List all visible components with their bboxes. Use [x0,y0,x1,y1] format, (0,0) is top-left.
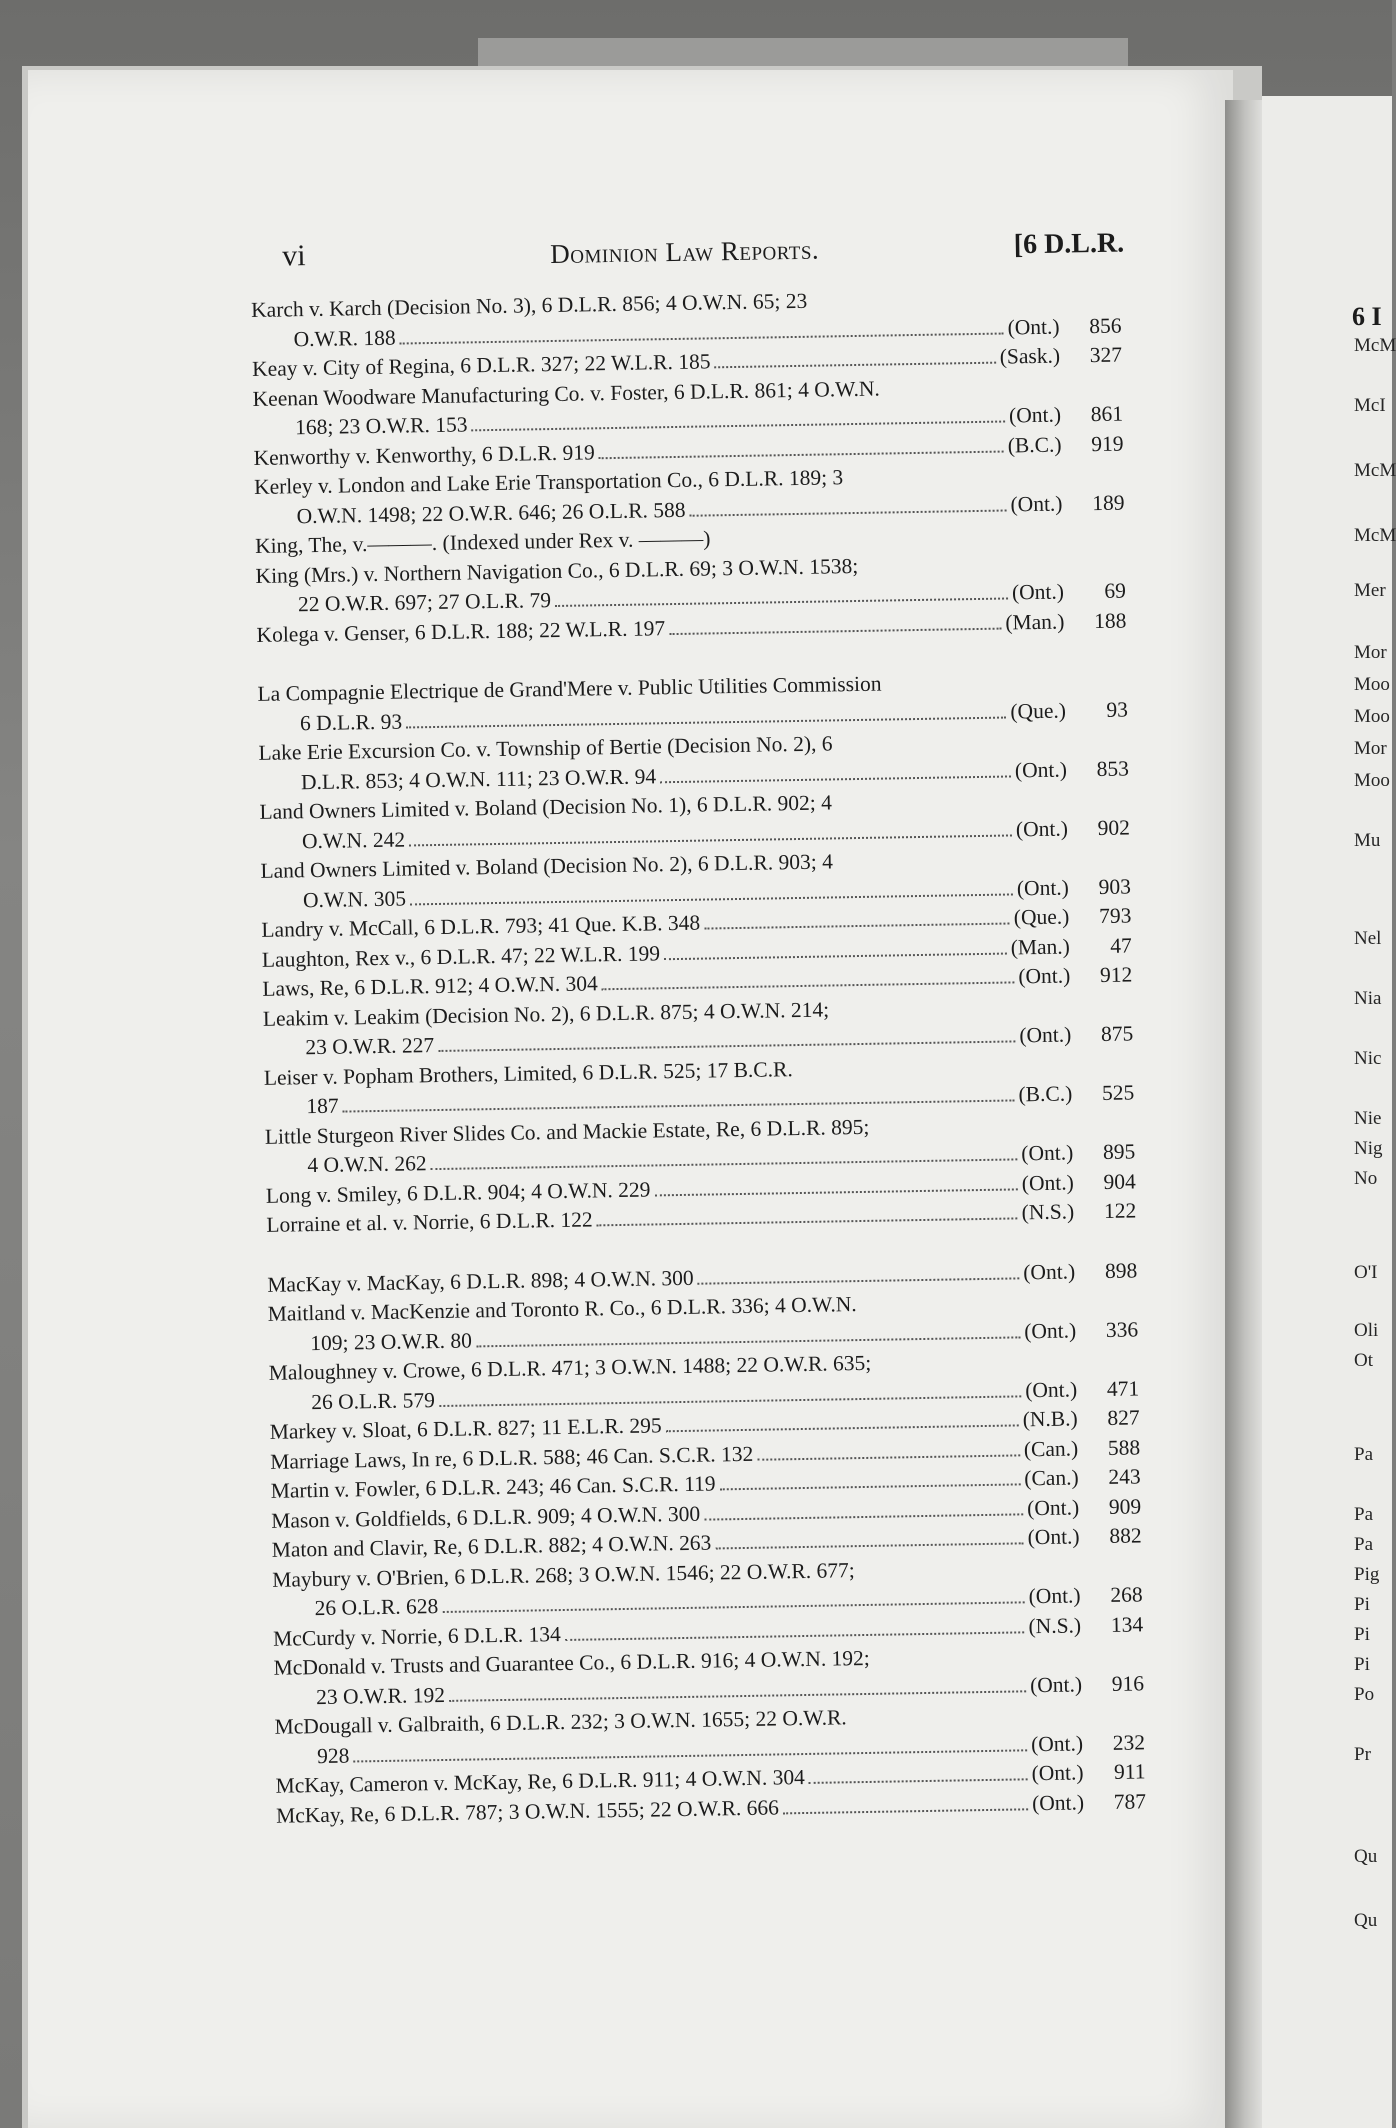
court-label: (Ont.) [1015,816,1069,841]
page-reference: 588 [1107,1434,1141,1460]
page-reference: 93 [1106,697,1129,722]
case-citation-end: O.W.N. 1498; 22 O.W.R. 646; 26 O.L.R. 588 [296,497,686,528]
dot-leader [704,1494,1023,1520]
page-reference: 856 [1089,313,1122,338]
page-reference: 895 [1102,1139,1136,1164]
court-label: (Ont.) [1026,1494,1080,1520]
page-reference: 912 [1099,962,1133,988]
case-citation: King (Mrs.) v. Northern Navigation Co., 6 D.L.R. 69; 3 O.W.N. 1538; [255,553,859,588]
case-citation: Maitland v. MacKenzie and Toronto R. Co., 6 D.L.R. 336; 4 O.W.N. [267,1292,857,1326]
right-page-line: Nel [1354,928,1382,949]
right-page-line: Pi [1354,1654,1370,1675]
court-label: (B.C.) [1018,1081,1073,1107]
page-reference: 327 [1089,342,1123,368]
court-label: (Ont.) [1030,1730,1084,1756]
case-citation: Keenan Woodware Manufacturing Co. v. Foster, 6 D.L.R. 861; 4 O.W.N. [252,376,880,411]
dot-leader [715,1523,1024,1549]
right-page-line: Oli [1354,1320,1379,1341]
case-citation-end: Kolega v. Genser, 6 D.L.R. 188; 22 W.L.R. 197 [256,615,666,647]
case-citation: Leakim v. Leakim (Decision No. 2), 6 D.L.R. 875; 4 O.W.N. 214; [262,997,830,1031]
case-citation: Karch v. Karch (Decision No. 3), 6 D.L.R. 856; 4 O.W.N. 65; 23 [250,288,808,322]
case-citation: Maybury v. O'Brien, 6 D.L.R. 268; 3 O.W.N. 1546; 22 O.W.R. 677; [272,1557,855,1592]
case-citation: Maloughney v. Crowe, 6 D.L.R. 471; 3 O.W.N. 1488; 22 O.W.R. 635; [268,1350,872,1385]
court-label: (Man.) [1005,609,1065,635]
dot-leader [665,1405,1018,1432]
court-label: (Que.) [1010,698,1067,723]
page-reference: 861 [1090,401,1124,427]
right-page-line: Pig [1354,1564,1380,1585]
case-citation: King, The, v.———. (Indexed under Rex v. ———) [254,526,711,558]
court-label: (Can.) [1023,1435,1079,1461]
case-citation-end: Laws, Re, 6 D.L.R. 912; 4 O.W.N. 304 [262,971,599,1001]
dot-leader [689,490,1006,516]
case-citation-end: Markey v. Sloat, 6 D.L.R. 827; 11 E.L.R. 295 [269,1413,662,1444]
volume-label: [6 D.L.R. [1013,227,1125,261]
court-label: (N.S.) [1021,1199,1075,1225]
book-gutter [1225,100,1265,2128]
case-citation-end: 4 O.W.N. 262 [307,1151,427,1178]
case-citation-end: O.W.N. 305 [302,886,407,912]
page-reference: 882 [1109,1523,1142,1548]
case-citation-end: Keay v. City of Regina, 6 D.L.R. 327; 22 W.L.R. 185 [251,349,711,381]
page-number: vi [281,239,306,273]
page-reference: 919 [1091,431,1124,456]
case-citation: Leiser v. Popham Brothers, Limited, 6 D.L.R. 525; 17 B.C.R. [263,1056,793,1090]
court-label: (Ont.) [1023,1258,1076,1284]
page-reference: 909 [1108,1493,1142,1519]
page-reference: 69 [1104,578,1127,603]
court-label: (Man.) [1010,934,1071,959]
case-citation-end: 928 [316,1743,350,1768]
right-page-head: 6 I [1352,302,1382,331]
page-reference: 911 [1113,1759,1146,1784]
right-page-line: Nic [1354,1048,1382,1069]
right-page-line: Po [1354,1684,1375,1705]
court-label: (Ont.) [1010,491,1063,516]
court-label: (N.B.) [1022,1406,1078,1432]
court-label: (Ont.) [1007,314,1060,339]
case-citation-end: McKay, Cameron v. McKay, Re, 6 D.L.R. 911; 4 O.W.N. 304 [275,1765,806,1798]
case-citation-end: 23 O.W.R. 192 [315,1682,446,1709]
page-reference: 188 [1093,608,1127,633]
case-citation-end: McKay, Re, 6 D.L.R. 787; 3 O.W.N. 1555; 22 O.W.R. 666 [275,1794,780,1828]
case-citation-end: 22 O.W.R. 697; 27 O.L.R. 79 [297,588,552,617]
case-citation: Kerley v. London and Lake Erie Transportation Co., 6 D.L.R. 189; 3 [253,465,844,499]
case-citation-end: McCurdy v. Norrie, 6 D.L.R. 134 [272,1621,561,1651]
case-citation-end: 26 O.L.R. 628 [314,1594,439,1621]
right-page-line: Moo [1354,674,1390,695]
case-citation-end: O.W.R. 188 [293,325,396,351]
right-page-line: Moo [1354,706,1390,727]
court-label: (Que.) [1013,904,1070,930]
case-citation-end: Landry v. McCall, 6 D.L.R. 793; 41 Que. K.B. 348 [261,910,701,942]
page-reference: 232 [1112,1729,1146,1755]
right-page-line: Mor [1354,642,1387,663]
dot-leader [664,933,1007,960]
dot-leader [697,1258,1019,1284]
page-reference: 787 [1113,1788,1147,1814]
dot-leader [660,756,1011,783]
case-citation-end: Mason v. Goldfields, 6 D.L.R. 909; 4 O.W.N. 300 [271,1501,701,1533]
page-reference: 122 [1103,1198,1137,1223]
case-citation-end: 187 [306,1093,339,1119]
right-page-line: Pi [1354,1624,1370,1645]
court-label: (Ont.) [1028,1583,1081,1609]
page-reference: 47 [1110,932,1133,958]
page-reference: 243 [1108,1464,1141,1489]
case-citation-end: Martin v. Fowler, 6 D.L.R. 243; 46 Can. S.C.R. 119 [270,1471,716,1503]
page-reference: 903 [1098,873,1132,899]
right-page-line: Mu [1354,830,1381,851]
court-label: (Ont.) [1019,1022,1072,1048]
dot-leader [704,903,1010,929]
court-label: (Ont.) [1031,1760,1084,1786]
dot-leader [757,1435,1020,1460]
right-page-line: Mer [1354,580,1386,601]
court-label: (N.S.) [1028,1612,1082,1638]
right-page-line: Mor [1354,738,1387,759]
right-page-line: McM [1354,460,1396,481]
running-title: Dominion Law Reports. [550,234,820,270]
right-page-line: Moo [1354,770,1390,791]
right-page-line: McM [1354,335,1396,356]
court-label: (Ont.) [1014,757,1068,782]
page-reference: 189 [1092,490,1125,515]
case-citation-end: 23 O.W.R. 227 [305,1033,435,1060]
court-label: (B.C.) [1007,432,1062,457]
case-citation-end: O.W.N. 242 [301,827,406,853]
court-label: (Ont.) [1029,1671,1083,1697]
right-page-line: Pa [1354,1504,1373,1525]
case-citation: Lake Erie Excursion Co. v. Township of Bertie (Decision No. 2), 6 [258,731,833,765]
page-reference: 898 [1104,1257,1138,1283]
court-label: (Ont.) [1031,1789,1085,1815]
page-reference: 827 [1107,1405,1140,1430]
court-label: (Ont.) [1025,1376,1078,1402]
case-citation-end: Lorraine et al. v. Norrie, 6 D.L.R. 122 [266,1207,593,1237]
court-label: (Ont.) [1024,1317,1077,1343]
case-citation-end: 168; 23 O.W.R. 153 [294,412,468,440]
right-page-line: Pi [1354,1594,1370,1615]
dot-leader [714,343,996,369]
court-label: (Ont.) [1008,402,1062,428]
page-reference: 902 [1097,814,1131,840]
court-label: (Sask.) [999,343,1061,369]
right-page-line: Ot [1354,1350,1373,1371]
court-label: (Can.) [1024,1465,1079,1491]
dot-leader [719,1464,1020,1490]
page-reference: 875 [1100,1021,1134,1046]
right-page-line: No [1354,1168,1378,1189]
page-reference: 853 [1096,756,1130,781]
case-citation-end: MacKay v. MacKay, 6 D.L.R. 898; 4 O.W.N. 300 [267,1265,694,1297]
case-citation-end: Laughton, Rex v., 6 D.L.R. 47; 22 W.L.R. 199 [261,940,661,972]
case-citation-end: Marriage Laws, In re, 6 D.L.R. 588; 46 Can. S.C.R. 132 [270,1441,754,1474]
page-reference: 904 [1103,1168,1136,1194]
right-page-line: Pa [1354,1534,1373,1555]
case-citation-end: 26 O.L.R. 579 [311,1387,436,1414]
right-page-line: McI [1354,395,1386,416]
case-citation-end: Kenworthy v. Kenworthy, 6 D.L.R. 919 [253,439,595,470]
right-page-line: Nie [1354,1108,1382,1129]
case-citation-end: 109; 23 O.W.R. 80 [310,1327,473,1355]
case-citation: Land Owners Limited v. Boland (Decision No. 2), 6 D.L.R. 903; 4 [260,849,834,883]
page-content [250,226,1146,1831]
right-page-line: Pr [1354,1744,1371,1765]
case-index [251,282,1146,1831]
case-citation: Land Owners Limited v. Boland (Decision No. 1), 6 D.L.R. 902; 4 [259,790,833,824]
page-reference: 336 [1105,1316,1139,1342]
court-label: (Ont.) [1027,1524,1080,1550]
page-reference: 134 [1110,1611,1144,1637]
right-page-line: Qu [1354,1910,1378,1931]
dot-leader [669,608,1002,635]
court-label: (Ont.) [1011,579,1065,605]
court-label: (Ont.) [1021,1169,1074,1195]
right-page-line: McM [1354,525,1396,546]
case-citation: La Compagnie Electrique de Grand'Mere v. Public Utilities Commission [257,671,882,706]
page-reference: 793 [1098,903,1132,929]
court-label: (Ont.) [1016,875,1070,900]
right-page-line: Qu [1354,1846,1378,1867]
page-reference: 268 [1110,1582,1143,1607]
right-page-line: Pa [1354,1444,1373,1465]
dot-leader [783,1789,1029,1814]
page-reference: 471 [1106,1375,1140,1401]
case-citation-end: Long v. Smiley, 6 D.L.R. 904; 4 O.W.N. 229 [265,1176,651,1208]
right-page-line: Nig [1354,1138,1383,1159]
court-label: (Ont.) [1021,1140,1074,1166]
case-citation-end: 6 D.L.R. 93 [299,709,403,735]
page-reference: 525 [1101,1080,1135,1105]
right-page-line: Nia [1354,988,1382,1009]
page-reference: 916 [1111,1670,1145,1696]
case-citation: McDougall v. Galbraith, 6 D.L.R. 232; 3 O.W.N. 1655; 22 O.W.R. [274,1705,847,1739]
court-label: (Ont.) [1018,963,1071,989]
case-citation-end: Maton and Clavir, Re, 6 D.L.R. 882; 4 O.W.N. 263 [271,1530,712,1562]
dot-leader [809,1759,1028,1784]
case-citation: McDonald v. Trusts and Guarantee Co., 6 D.L.R. 916; 4 O.W.N. 192; [273,1645,870,1680]
case-citation: Little Sturgeon River Slides Co. and Mackie Estate, Re, 6 D.L.R. 895; [264,1114,870,1149]
right-page-line: O'I [1354,1262,1378,1283]
case-citation-end: D.L.R. 853; 4 O.W.N. 111; 23 O.W.R. 94 [300,763,657,794]
